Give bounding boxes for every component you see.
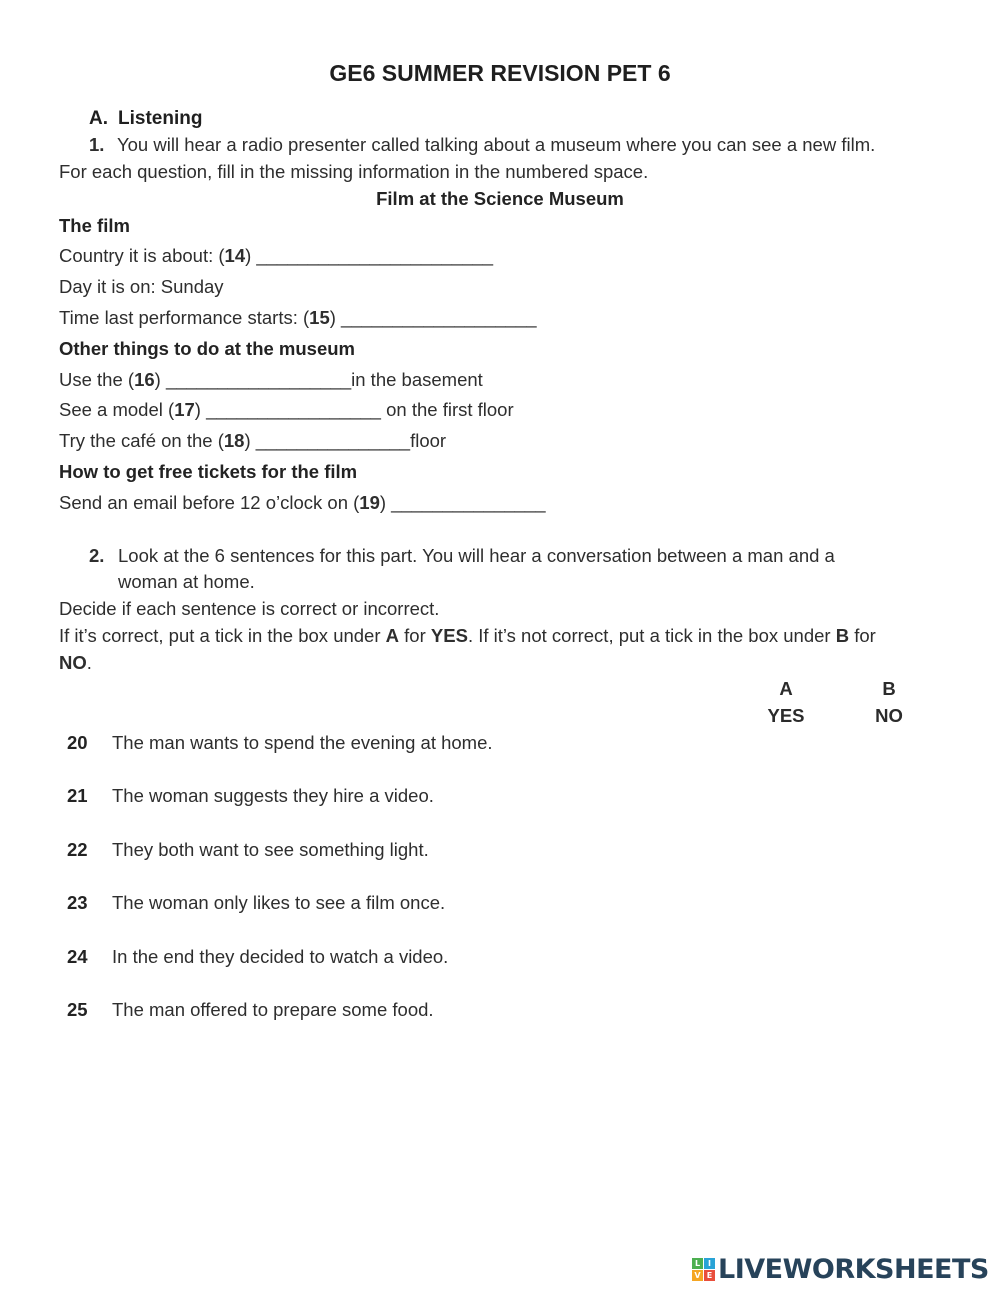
q19-prefix: Send an email before 12 o’clock on ( xyxy=(59,492,360,513)
q18-prefix: Try the café on the ( xyxy=(59,430,224,451)
heading-free-tickets: How to get free tickets for the film xyxy=(59,461,358,482)
question-19 xyxy=(59,492,546,514)
q15-prefix: Time last performance starts: ( xyxy=(59,307,310,328)
part1-number: 1. xyxy=(89,134,105,155)
instr-period: . xyxy=(86,652,92,673)
logo-mark-icon xyxy=(692,1258,715,1281)
logo-square: E xyxy=(704,1270,715,1281)
page-title: GE6 SUMMER REVISION PET 6 xyxy=(329,60,671,86)
heading-the-film: The film xyxy=(59,215,130,236)
q14-prefix: Country it is about: ( xyxy=(59,245,225,266)
statement-number: 20 xyxy=(67,732,88,753)
q16-prefix: Use the ( xyxy=(59,369,135,390)
column-a-yes: YES xyxy=(767,705,805,726)
instr-text-4: for xyxy=(849,625,876,646)
statement-number: 24 xyxy=(67,946,88,967)
part2-instruction xyxy=(59,625,876,647)
statement-text: The man wants to spend the evening at home. xyxy=(112,732,493,753)
q17-answer-blank[interactable]: ) _________________ on the first floor xyxy=(194,399,514,420)
instr-no: NO xyxy=(59,652,87,673)
instr-text-1: If it’s correct, put a tick in the box under xyxy=(59,625,386,646)
logo-square: I xyxy=(704,1258,715,1269)
logo-square: V xyxy=(692,1270,703,1281)
part2-intro-line1 xyxy=(89,545,835,567)
question-18 xyxy=(59,430,446,452)
column-b-no: NO xyxy=(875,705,903,726)
q15-number: 15 xyxy=(309,307,330,328)
liveworksheets-logo xyxy=(692,1252,989,1286)
part1-intro-line1 xyxy=(89,134,875,156)
instr-text-2: for xyxy=(399,625,431,646)
column-a-letter: A xyxy=(779,678,793,699)
q18-number: 18 xyxy=(223,430,245,451)
instr-text-3: . If it’s not correct, put a tick in the box under xyxy=(467,625,836,646)
statement-number: 21 xyxy=(67,785,88,806)
part1-intro-text: You will hear a radio presenter called talking about a museum where you can see a new film. xyxy=(117,134,876,155)
part2-number: 2. xyxy=(89,545,105,566)
statement-text: The man offered to prepare some food. xyxy=(112,999,434,1020)
instr-b: B xyxy=(835,625,850,646)
statement-text: In the end they decided to watch a video. xyxy=(112,946,449,967)
statement-text: They both want to see something light. xyxy=(112,839,429,860)
statement-number: 23 xyxy=(67,892,88,913)
q14-number: 14 xyxy=(224,245,246,266)
q18-answer-blank[interactable]: ) _______________floor xyxy=(244,430,447,451)
part1-intro-line2: For each question, fill in the missing information in the numbered space. xyxy=(59,161,649,182)
day-line: Day it is on: Sunday xyxy=(59,276,224,297)
q17-number: 17 xyxy=(174,399,195,420)
section-label: Listening xyxy=(118,108,203,129)
statement-number: 25 xyxy=(67,999,88,1020)
q16-number: 16 xyxy=(134,369,155,390)
q17-prefix: See a model ( xyxy=(59,399,175,420)
part2-decide: Decide if each sentence is correct or incorrect. xyxy=(59,598,440,619)
statement-text: The woman suggests they hire a video. xyxy=(112,785,434,806)
question-17 xyxy=(59,399,514,421)
q16-answer-blank[interactable]: ) __________________in the basement xyxy=(154,369,483,390)
q15-answer-blank[interactable]: ) ___________________ xyxy=(329,307,537,328)
part2-intro-text: Look at the 6 sentences for this part. You will hear a conversation between a man and a xyxy=(118,545,835,566)
part2-intro-line2: woman at home. xyxy=(118,571,255,592)
instr-yes: YES xyxy=(430,625,468,646)
q19-number: 19 xyxy=(359,492,380,513)
heading-other-things: Other things to do at the museum xyxy=(59,338,356,359)
part1-subtitle: Film at the Science Museum xyxy=(376,188,624,209)
question-15 xyxy=(59,307,537,329)
section-letter: A. xyxy=(89,108,108,129)
logo-text: LIVEWORKSHEETS xyxy=(718,1253,989,1285)
section-heading-listening xyxy=(89,108,202,130)
q14-answer-blank[interactable]: ) _______________________ xyxy=(245,245,494,266)
logo-square: L xyxy=(692,1258,703,1269)
column-b-letter: B xyxy=(882,678,896,699)
instr-a: A xyxy=(385,625,400,646)
part2-instruction-end xyxy=(59,652,92,674)
question-14 xyxy=(59,245,493,267)
statement-number: 22 xyxy=(67,839,88,860)
question-16 xyxy=(59,369,483,391)
q19-answer-blank[interactable]: ) _______________ xyxy=(379,492,546,513)
statement-text: The woman only likes to see a film once. xyxy=(112,892,446,913)
